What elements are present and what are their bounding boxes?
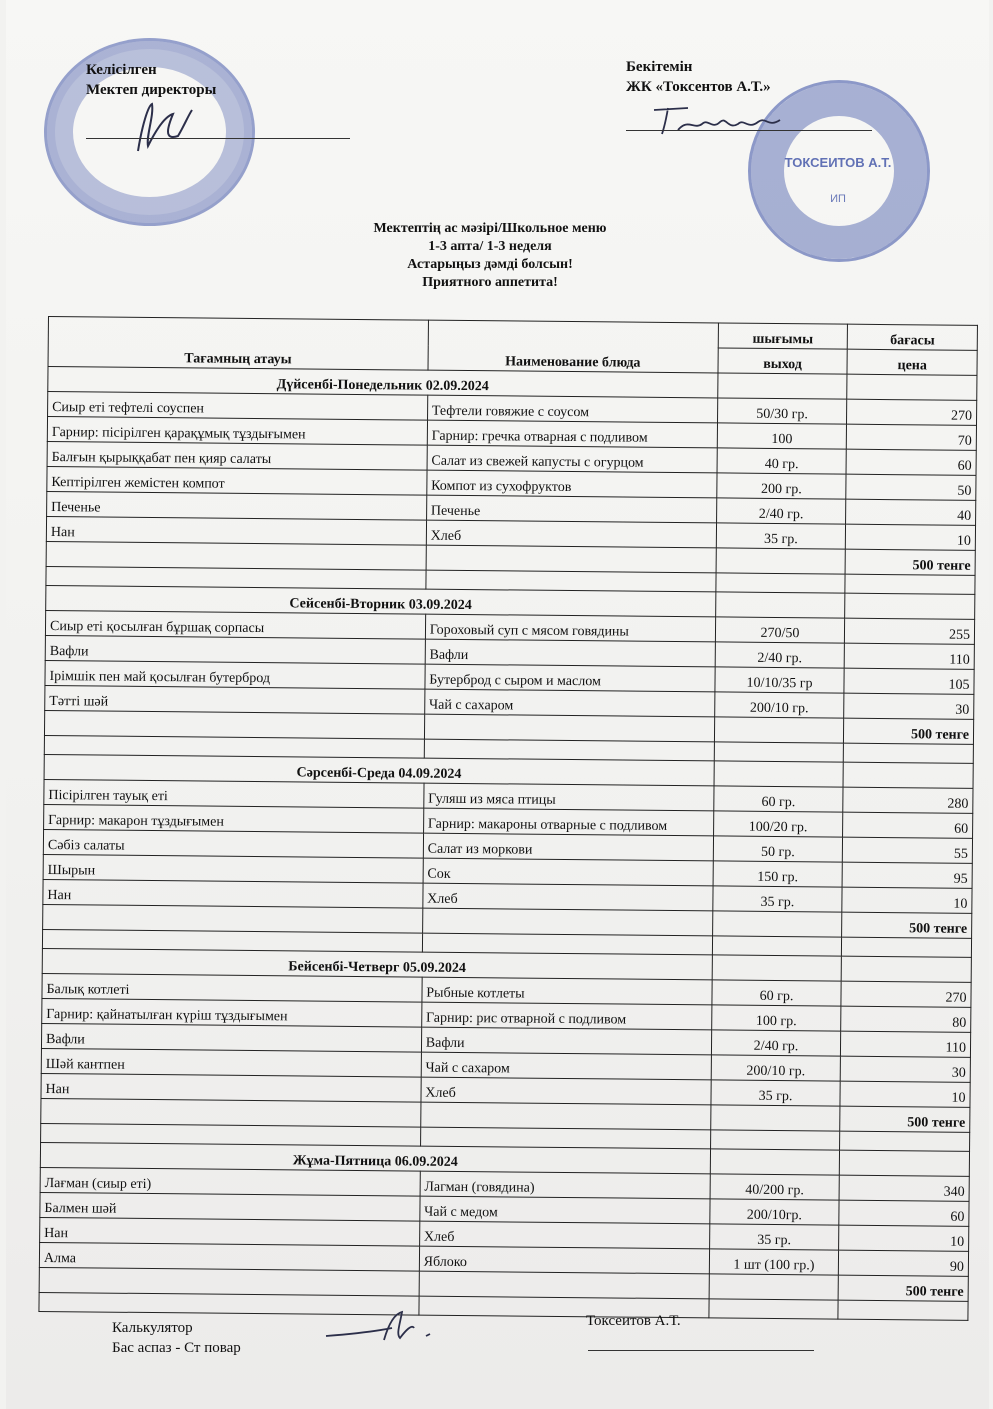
empty-cell xyxy=(712,911,842,937)
dish-name-kz: Нан xyxy=(40,1217,420,1246)
dish-output: 35 гр. xyxy=(709,1224,839,1250)
day-total: 500 тенге xyxy=(844,718,974,744)
dish-output: 1 шт (100 гр.) xyxy=(709,1249,839,1275)
dish-name-ru: Гороховый суп с мясом говядины xyxy=(425,614,715,642)
day-empty-cell xyxy=(714,761,844,787)
entrepreneur-signature xyxy=(648,100,788,140)
dish-name-kz: Кептірілген жемістен компот xyxy=(47,466,427,495)
dish-output: 35 гр. xyxy=(713,886,843,912)
empty-cell xyxy=(712,936,842,956)
empty-cell xyxy=(424,714,714,742)
dish-price: 10 xyxy=(840,1081,970,1107)
signer-name: Токсеитов А.Т. xyxy=(586,1313,681,1329)
day-empty-cell xyxy=(845,593,975,619)
empty-cell xyxy=(422,908,712,936)
empty-cell xyxy=(845,574,975,594)
dish-name-ru: Салат из свежей капусты с огурцом xyxy=(427,445,717,473)
dish-price: 70 xyxy=(847,424,977,450)
dish-name-ru: Гарнир: макароны отварные с подливом xyxy=(423,808,713,836)
dish-name-ru: Хлеб xyxy=(426,520,716,548)
school-director-label: Мектеп директоры xyxy=(86,82,217,98)
day-empty-cell xyxy=(715,592,845,618)
day-total: 500 тенге xyxy=(838,1275,968,1301)
dish-name-ru: Бутерброд с сыром и маслом xyxy=(425,664,715,692)
dish-output: 60 гр. xyxy=(713,786,843,812)
day-empty-cell xyxy=(710,1149,840,1175)
dish-name-kz: Шәй кантпен xyxy=(41,1048,421,1077)
day-empty-cell xyxy=(712,955,842,981)
dish-name-ru: Гуляш из мяса птицы xyxy=(424,783,714,811)
dish-name-kz: Нан xyxy=(46,516,426,545)
dish-output: 40 гр. xyxy=(717,448,847,474)
dish-price: 50 xyxy=(846,474,976,500)
day-total: 500 тенге xyxy=(842,912,972,938)
dish-output: 2/40 гр. xyxy=(715,642,845,668)
dish-name-kz: Нан xyxy=(41,1073,421,1102)
dish-output: 200/10гр. xyxy=(710,1199,840,1225)
dish-price: 110 xyxy=(844,643,974,669)
title-line-4: Приятного аппетита! xyxy=(422,275,558,290)
dish-name-kz: Алма xyxy=(39,1242,419,1271)
dish-price: 10 xyxy=(842,887,972,913)
empty-cell xyxy=(41,1098,421,1127)
day-name: Жұма-Пятница 06.09.2024 xyxy=(40,1142,710,1173)
dish-price: 30 xyxy=(844,693,974,719)
col-header-price-ru: цена xyxy=(847,349,977,375)
title-line-2: 1-3 апта/ 1-3 неделя xyxy=(428,239,552,254)
dish-name-ru: Гарнир: гречка отварная с подливом xyxy=(427,420,717,448)
day-empty-cell xyxy=(847,374,977,400)
empty-cell xyxy=(840,1131,970,1151)
dish-name-ru: Вафли xyxy=(425,639,715,667)
menu-title xyxy=(250,220,730,292)
empty-cell xyxy=(43,904,423,933)
empty-cell xyxy=(426,545,716,573)
empty-cell xyxy=(709,1299,839,1319)
day-name: Сәрсенбі-Среда 04.09.2024 xyxy=(44,754,714,785)
empty-cell xyxy=(44,710,424,739)
dish-output: 270/50 xyxy=(715,617,845,643)
empty-cell xyxy=(716,573,846,593)
empty-cell xyxy=(39,1267,419,1296)
dish-price: 60 xyxy=(846,449,976,475)
footer-left xyxy=(112,1318,241,1358)
empty-cell xyxy=(714,742,844,762)
dish-price: 10 xyxy=(846,524,976,550)
seal-sub: ИП xyxy=(830,193,846,205)
dish-output: 200/10 гр. xyxy=(714,692,844,718)
dish-output: 2/40 гр. xyxy=(716,498,846,524)
dish-name-kz: Сиыр еті қосылған бұршақ сорпасы xyxy=(45,610,425,639)
dish-output: 35 гр. xyxy=(711,1080,841,1106)
dish-name-ru: Хлеб xyxy=(421,1077,711,1105)
approve-label: Бекітемін xyxy=(626,59,693,75)
dish-name-ru: Сок xyxy=(423,858,713,886)
dish-price: 105 xyxy=(844,668,974,694)
dish-name-ru: Салат из моркови xyxy=(423,833,713,861)
dish-output: 50 гр. xyxy=(713,836,843,862)
seal-name: ТОКСЕИТОВ А.Т. xyxy=(784,155,892,170)
dish-output: 2/40 гр. xyxy=(711,1030,841,1056)
empty-cell xyxy=(420,1102,710,1130)
dish-price: 40 xyxy=(846,499,976,525)
empty-cell xyxy=(710,1105,840,1131)
dish-name-kz: Пісірілген тауық еті xyxy=(44,779,424,808)
dish-output: 150 гр. xyxy=(713,861,843,887)
dish-output: 100/20 гр. xyxy=(713,811,843,837)
col-header-kz: Тағамның атауы xyxy=(48,317,428,371)
dish-name-kz: Лағман (сиыр еті) xyxy=(40,1167,420,1196)
dish-name-kz: Балмен шәй xyxy=(40,1192,420,1221)
dish-price: 80 xyxy=(841,1006,971,1032)
dish-output: 35 гр. xyxy=(716,523,846,549)
empty-cell xyxy=(710,1130,840,1150)
dish-price: 270 xyxy=(847,399,977,425)
entrepreneur-label: ЖК «Токсентов А.Т.» xyxy=(626,79,771,95)
dish-name-kz: Нан xyxy=(43,879,423,908)
footer-right xyxy=(586,1313,681,1330)
dish-name-ru: Гарнир: рис отварной с подливом xyxy=(421,1002,711,1030)
title-line-3: Астарыңыз дәмді болсын! xyxy=(407,257,573,272)
empty-cell xyxy=(844,743,974,763)
dish-price: 270 xyxy=(841,981,971,1007)
dish-name-ru: Хлеб xyxy=(423,883,713,911)
dish-price: 90 xyxy=(839,1250,969,1276)
dish-name-ru: Рыбные котлеты xyxy=(422,977,712,1005)
dish-price: 30 xyxy=(841,1056,971,1082)
dish-name-kz: Печенье xyxy=(47,491,427,520)
menu-table-body xyxy=(39,317,978,1321)
dish-name-kz: Гарнир: қайнатылған күріш тұздығымен xyxy=(42,998,422,1027)
dish-price: 110 xyxy=(841,1031,971,1057)
signer-line xyxy=(588,1350,814,1351)
dish-name-ru: Вафли xyxy=(421,1027,711,1055)
empty-cell xyxy=(842,937,972,957)
chef-label: Бас аспаз - Ст повар xyxy=(112,1340,241,1356)
dish-name-kz: Гарнир: макарон тұздығымен xyxy=(44,804,424,833)
dish-output: 100 xyxy=(717,423,847,449)
dish-output: 10/10/35 гр xyxy=(715,667,845,693)
dish-name-ru: Компот из сухофруктов xyxy=(427,470,717,498)
dish-price: 60 xyxy=(843,812,973,838)
dish-name-ru: Тефтели говяжие с соусом xyxy=(427,395,717,423)
col-header-ru: Наименование блюда xyxy=(428,320,718,373)
empty-cell xyxy=(716,548,846,574)
col-header-price-kz: бағасы xyxy=(848,324,978,350)
dish-name-ru: Чай с сахаром xyxy=(424,689,714,717)
chef-signature xyxy=(322,1306,442,1346)
empty-cell xyxy=(709,1274,839,1300)
dish-price: 340 xyxy=(839,1175,969,1201)
dish-output: 50/30 гр. xyxy=(717,398,847,424)
approval-right xyxy=(626,57,771,97)
empty-cell xyxy=(714,717,844,743)
dish-price: 55 xyxy=(843,837,973,863)
col-header-output-kz: шығымы xyxy=(718,323,848,349)
menu-table xyxy=(38,316,978,1321)
dish-output: 100 гр. xyxy=(711,1005,841,1031)
director-signature-line xyxy=(86,138,350,139)
dish-name-kz: Гарнир: пісірілген қарақұмық тұздығымен xyxy=(47,417,427,446)
dish-name-kz: Ірімшік пен май қосылған бутерброд xyxy=(45,660,425,689)
dish-name-ru: Чай с медом xyxy=(420,1196,710,1224)
day-empty-cell xyxy=(717,373,847,399)
approval-left xyxy=(86,60,216,100)
dish-name-kz: Шырын xyxy=(43,854,423,883)
day-total: 500 тенге xyxy=(845,549,975,575)
calculator-label: Калькулятор xyxy=(112,1320,193,1336)
dish-name-ru: Хлеб xyxy=(419,1221,709,1249)
agreed-label: Келісілген xyxy=(86,62,157,78)
dish-name-kz: Сәбіз салаты xyxy=(43,829,423,858)
dish-name-kz: Балық котлеті xyxy=(42,973,422,1002)
day-empty-cell xyxy=(840,1150,970,1176)
empty-cell xyxy=(46,541,426,570)
day-name: Дүйсенбі-Понедельник 02.09.2024 xyxy=(48,367,718,398)
dish-price: 60 xyxy=(839,1200,969,1226)
dish-name-kz: Вафли xyxy=(45,635,425,664)
day-total: 500 тенге xyxy=(840,1106,970,1132)
dish-name-ru: Чай с сахаром xyxy=(421,1052,711,1080)
dish-name-ru: Печенье xyxy=(426,495,716,523)
dish-name-kz: Балғын қырыққабат пен қияр салаты xyxy=(47,441,427,470)
entrepreneur-signature-line xyxy=(626,130,872,131)
day-empty-cell xyxy=(841,956,971,982)
dish-output: 200 гр. xyxy=(716,473,846,499)
dish-name-ru: Лагман (говядина) xyxy=(420,1171,710,1199)
dish-name-kz: Сиыр еті тефтелі соуспен xyxy=(48,392,428,421)
dish-price: 10 xyxy=(839,1225,969,1251)
day-name: Сейсенбі-Вторник 03.09.2024 xyxy=(46,585,716,616)
dish-output: 60 гр. xyxy=(712,980,842,1006)
empty-cell xyxy=(838,1300,968,1320)
dish-output: 200/10 гр. xyxy=(711,1055,841,1081)
dish-price: 95 xyxy=(842,862,972,888)
dish-output: 40/200 гр. xyxy=(710,1174,840,1200)
dish-name-kz: Вафли xyxy=(41,1023,421,1052)
dish-name-kz: Тәтті шәй xyxy=(45,685,425,714)
dish-name-ru: Яблоко xyxy=(419,1246,709,1274)
director-signature xyxy=(118,96,218,160)
day-empty-cell xyxy=(843,762,973,788)
col-header-output-ru: выход xyxy=(718,348,848,374)
title-line-1: Мектептің ас мәзірі/Школьное меню xyxy=(373,221,607,236)
dish-price: 280 xyxy=(843,787,973,813)
empty-cell xyxy=(419,1271,709,1299)
dish-price: 255 xyxy=(845,618,975,644)
day-name: Бейсенбі-Четверг 05.09.2024 xyxy=(42,948,712,979)
